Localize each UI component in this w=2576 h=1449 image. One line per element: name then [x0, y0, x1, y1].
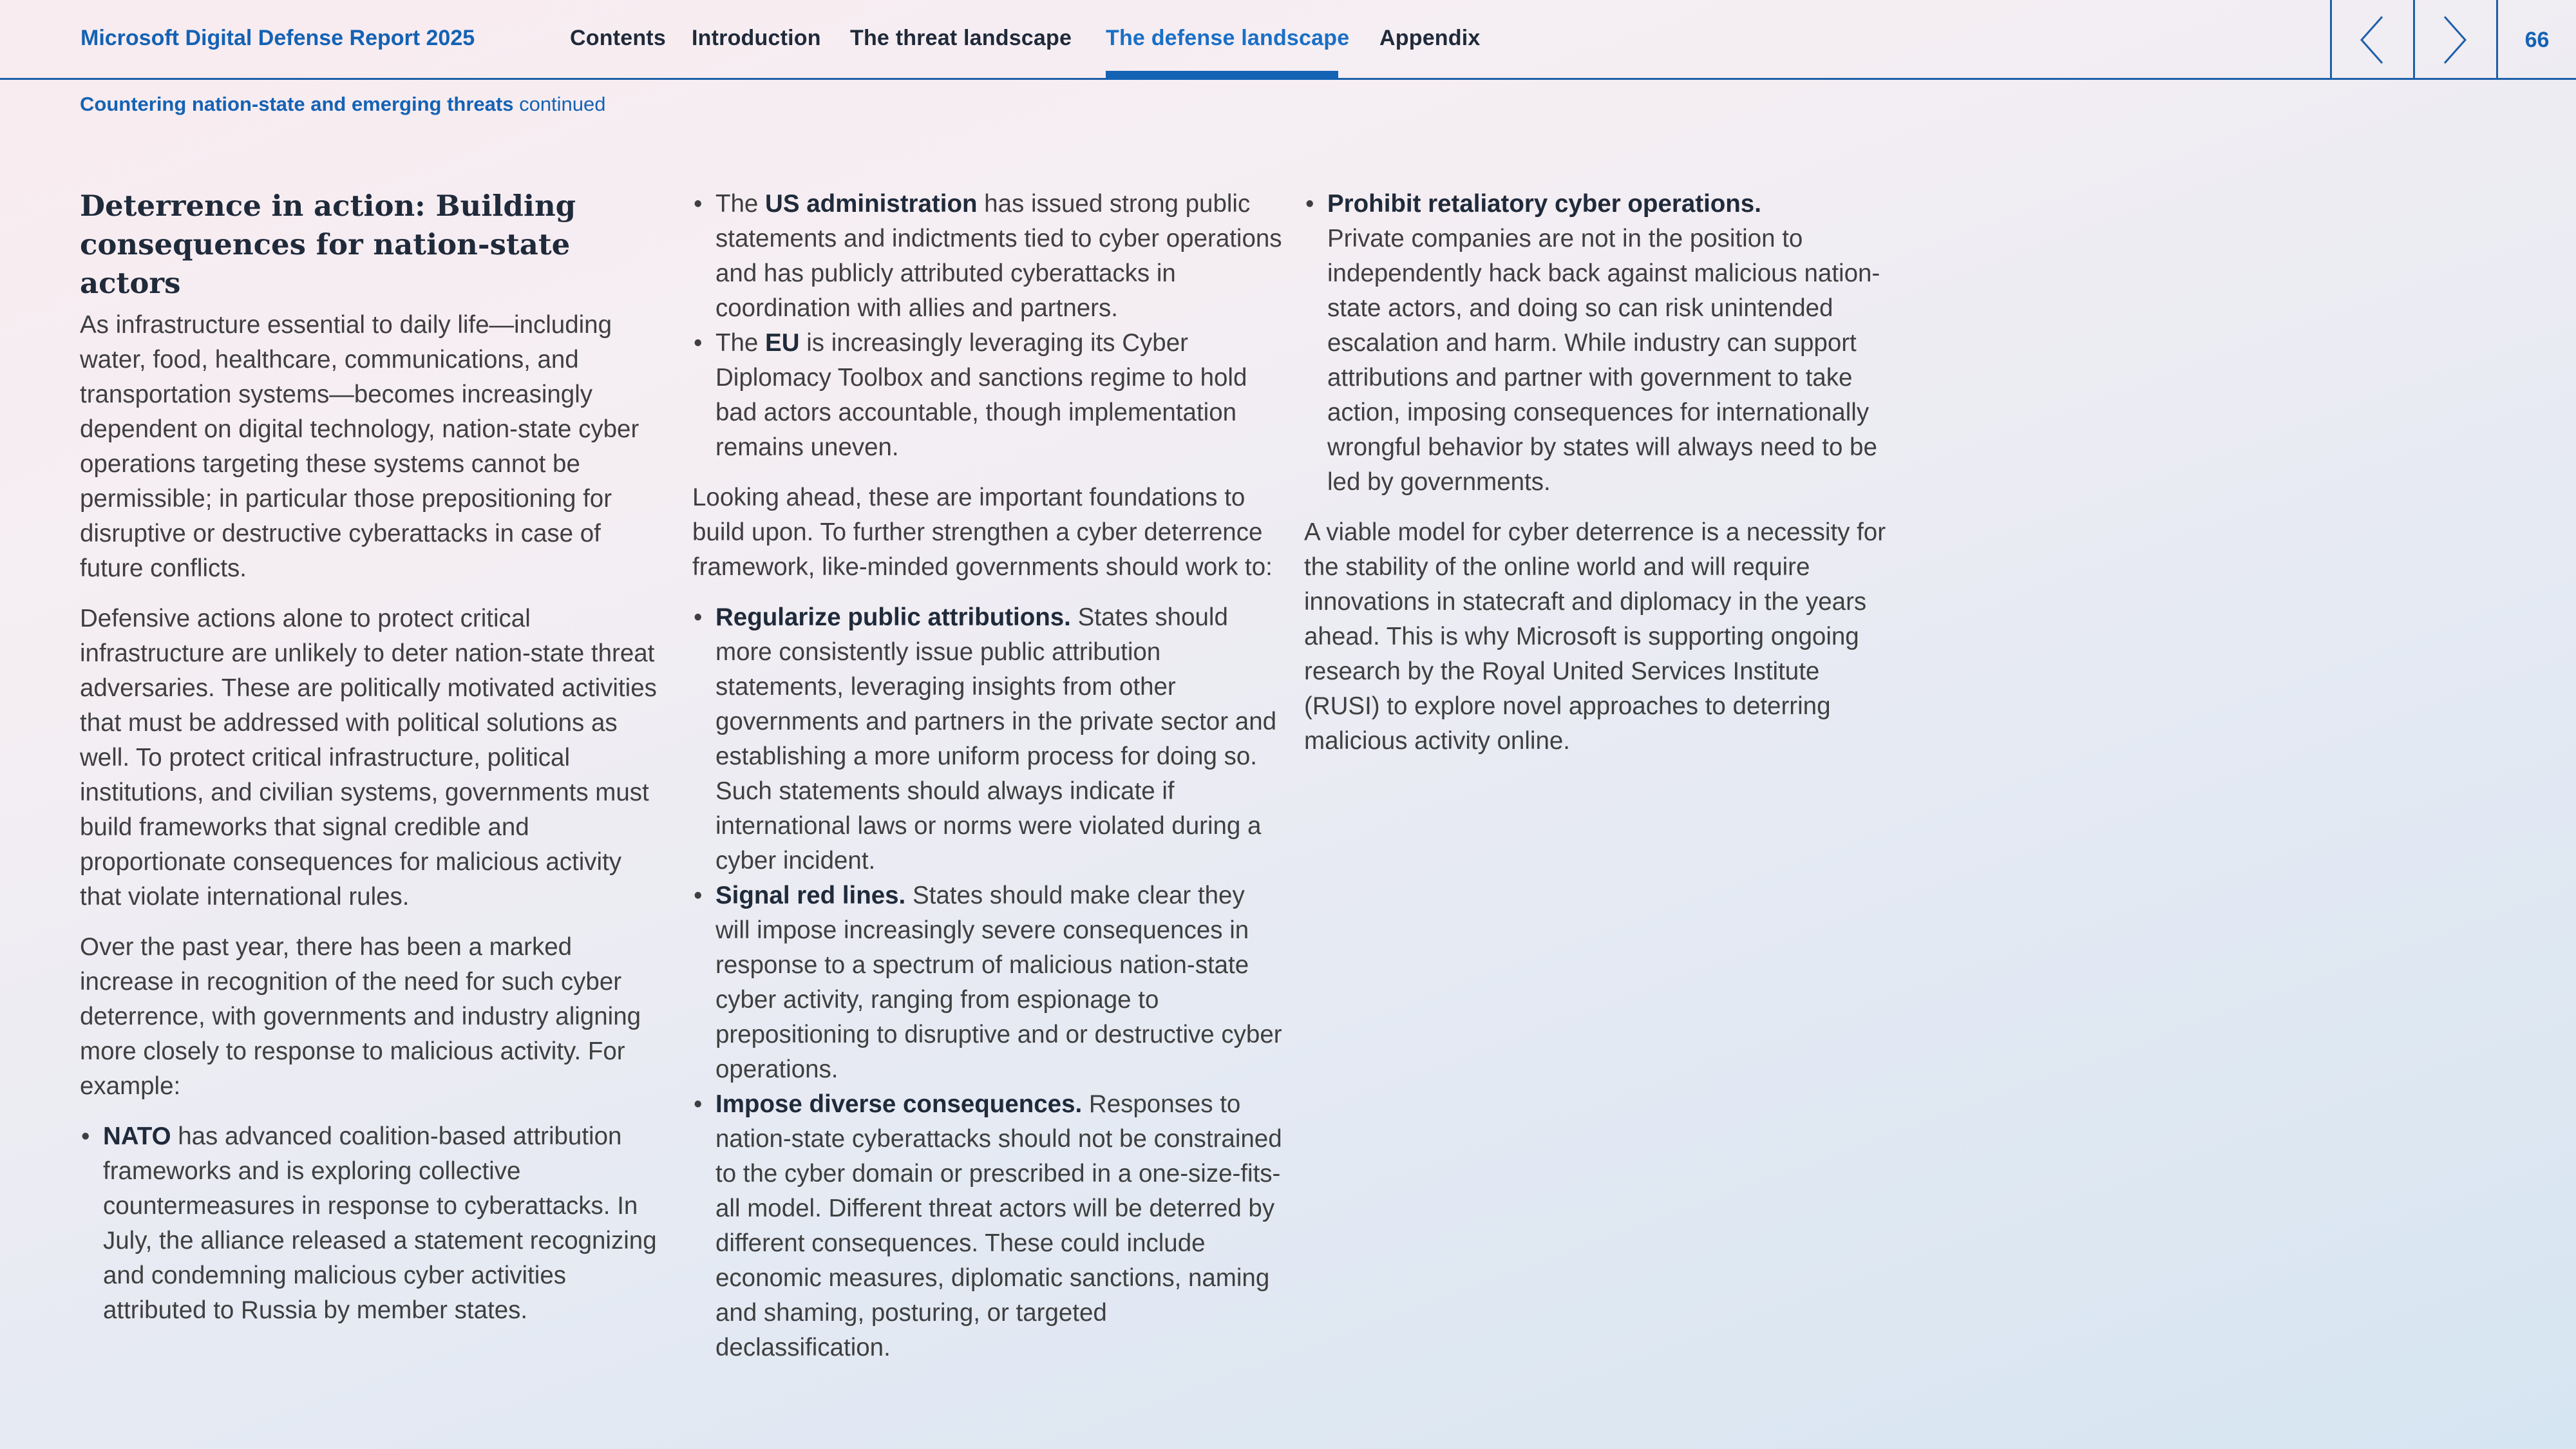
- bullet-icon: •: [81, 1122, 90, 1150]
- bullet-list: [692, 187, 1285, 465]
- nav-appendix[interactable]: Appendix: [1379, 26, 1481, 50]
- nav-threat-landscape[interactable]: The threat landscape: [850, 26, 1072, 50]
- previous-page-button[interactable]: [2330, 0, 2411, 80]
- bullet-icon: •: [694, 329, 703, 357]
- bullet-icon: •: [1305, 190, 1314, 218]
- report-title-link[interactable]: Microsoft Digital Defense Report 2025: [80, 26, 475, 50]
- nav-introduction[interactable]: Introduction: [692, 26, 821, 50]
- article-heading: Deterrence in action: Building consequences for nation-state actors: [80, 189, 576, 300]
- paragraph: A viable model for cyber deterrence is a necessity for the stability of the online world and will require innovations in statecraft and diplomacy in the years ahead. This is why Microsoft is supporting ongoing research by the Royal United Services Institute (RUSI) to explore novel approaches to deterring malicious activity online.: [1304, 518, 1886, 755]
- paragraph: Over the past year, there has been a marked increase in recognition of the need for such cyber deterrence, with governments and industry aligning more closely to response to malicious activity. For example:: [80, 933, 641, 1100]
- list-item: • Prohibit retaliatory cyber operations. Private companies are not in the position to independently hack back against malicious nation-state actors, and doing so can risk unintended escalation and harm. While industry can support attributions and partner with government to take action, imposing consequences for internationally wrongful behavior by states will always need to be led by governments.: [1304, 187, 1897, 500]
- top-nav-bar: [0, 0, 2576, 80]
- list-item: • Regularize public attributions. States should more consistently issue public attribution statements, leveraging insights from other governments and partners in the private sector and establishing a more uniform process for doing so. Such statements should always indicate if international laws or norms were violated during a cyber incident.: [692, 600, 1285, 878]
- section-name: Countering nation-state and emerging threats: [80, 93, 514, 115]
- page-number: 66: [2496, 0, 2576, 80]
- list-item: • NATO has advanced coalition-based attribution frameworks and is exploring collective countermeasures in response to cyberattacks. In July, the alliance released a statement recognizing and condemning malicious cyber activities attributed to Russia by member states.: [80, 1119, 659, 1328]
- bullet-icon: •: [694, 190, 703, 218]
- chevron-right-icon: [2441, 14, 2469, 66]
- list-item: • The US administration has issued strong public statements and indictments tied to cyber operations and has publicly attributed cyberattacks in coordination with allies and partners.: [692, 187, 1285, 326]
- chevron-left-icon: [2358, 14, 2386, 66]
- bullet-list: [80, 1119, 659, 1328]
- paragraph: Defensive actions alone to protect critical infrastructure are unlikely to deter nation-state threat adversaries. These are politically motivated activities that must be addressed with political solutions as well. To protect critical infrastructure, political institutions, and civilian systems, governments must build frameworks that signal credible and proportionate consequences for malicious activity that violate international rules.: [80, 605, 657, 911]
- bullet-list: [692, 600, 1285, 1365]
- list-item: • The EU is increasingly leveraging its Cyber Diplomacy Toolbox and sanctions regime to hold bad actors accountable, though implementation remains uneven.: [692, 326, 1285, 465]
- section-breadcrumb: [80, 93, 606, 116]
- column-1: [80, 187, 659, 1343]
- bullet-list: [1304, 187, 1897, 500]
- nav-contents[interactable]: Contents: [570, 26, 666, 50]
- bullet-icon: •: [694, 882, 703, 909]
- bullet-icon: •: [694, 603, 703, 631]
- paragraph: Looking ahead, these are important foundations to build upon. To further strengthen a cyber deterrence framework, like-minded governments should work to:: [692, 484, 1273, 581]
- active-nav-indicator: [1106, 71, 1338, 80]
- paragraph: As infrastructure essential to daily life—including water, food, healthcare, communications, and transportation systems—becomes increasingly dependent on digital technology, nation-state cyber operations targeting these systems cannot be permissible; in particular those prepositioning for disruptive or destructive cyberattacks in case of future conflicts.: [80, 311, 639, 582]
- bullet-icon: •: [694, 1090, 703, 1118]
- column-2: [692, 187, 1285, 1381]
- next-page-button[interactable]: [2413, 0, 2494, 80]
- column-3: [1304, 187, 1897, 774]
- nav-defense-landscape[interactable]: The defense landscape: [1106, 26, 1350, 50]
- list-item: • Signal red lines. States should make clear they will impose increasingly severe consequences in response to a spectrum of malicious nation-state cyber activity, ranging from espionage to prepositioning to disruptive and or destructive cyber operations.: [692, 878, 1285, 1087]
- list-item: • Impose diverse consequences. Responses to nation-state cyberattacks should not be constrained to the cyber domain or prescribed in a one-size-fits-all model. Different threat actors will be deterred by different consequences. These could include economic measures, diplomatic sanctions, naming and shaming, posturing, or targeted declassification.: [692, 1087, 1285, 1365]
- continued-label: continued: [519, 93, 606, 115]
